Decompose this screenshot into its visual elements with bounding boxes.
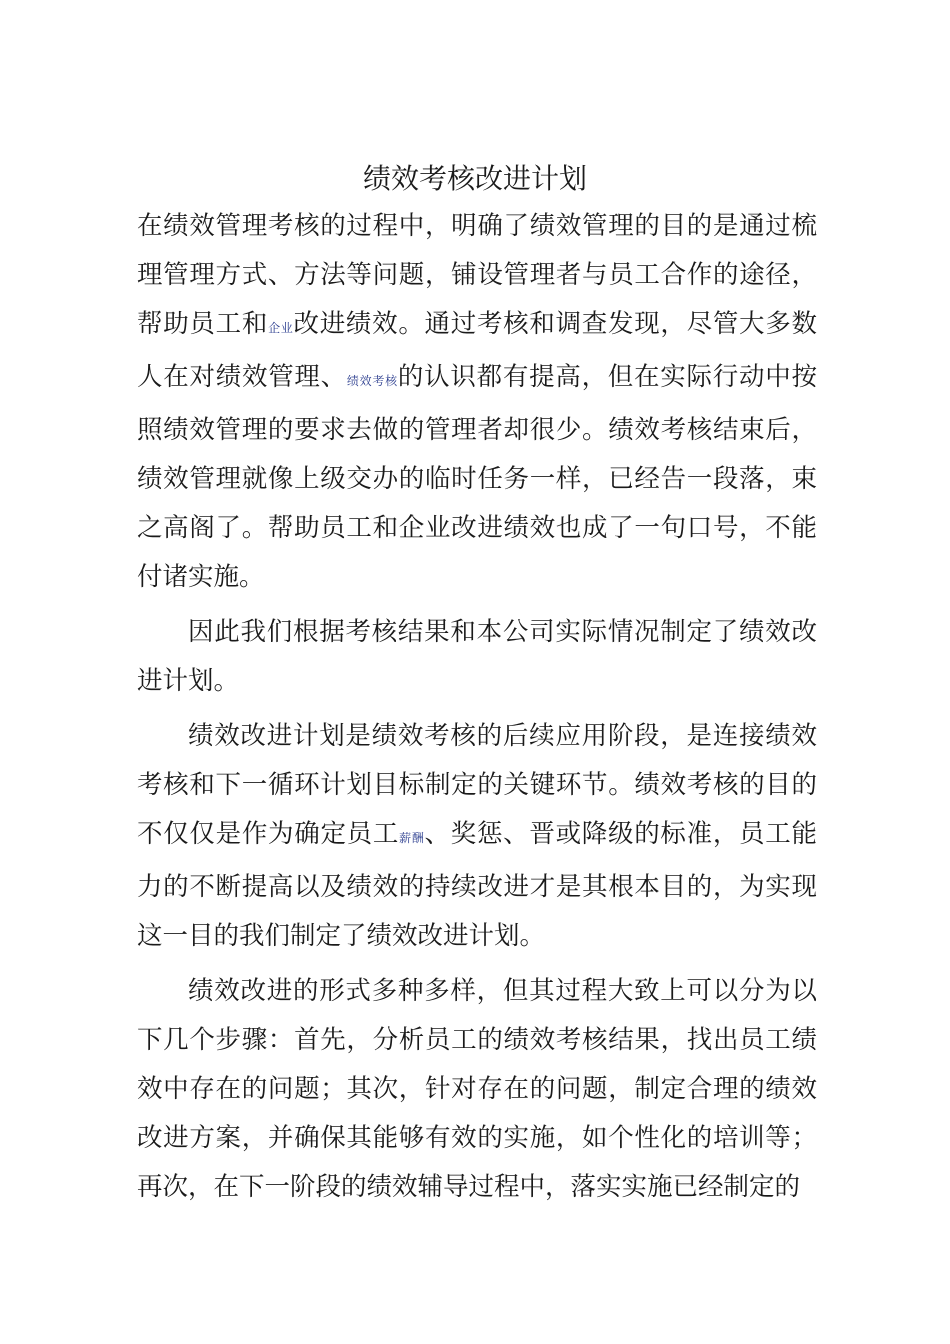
inline-keyword-link[interactable]: 绩效考核 bbox=[346, 374, 398, 388]
paragraph-text: 在绩效管理考核的过程中，明确了绩效管理的目的是通过梳理管理方式、方法等问题，铺设管理者与员工合作的途径，帮助员工和 bbox=[137, 211, 817, 339]
paragraph-text: 绩效改进的形式多种多样，但其过程大致上可以分为以下几个步骤：首先，分析员工的绩效考核结果，找出员工绩效中存在的问题；其次，针对存在的问题，制定合理的绩效改进方案，并确保其能够有效的实施，如个性化的培训等；再次，在下一阶段的绩效辅导过程中，落实实施已经制定的 bbox=[137, 976, 817, 1202]
inline-keyword-link[interactable]: 企业 bbox=[268, 321, 294, 335]
paragraph-text: 绩效改进计划是绩效考核的后续应用阶段，是连接绩效考核和下一循环计划目标制定的关键环节。绩效考核的目的不仅仅是作为确定员工 bbox=[137, 721, 817, 849]
body-paragraph bbox=[137, 202, 817, 602]
document-body bbox=[137, 202, 817, 1212]
paragraph-text: 的认识都有提高，但在实际行动中按照绩效管理的要求去做的管理者却很少。绩效考核结束后，绩效管理就像上级交办的临时任务一样，已经告一段落，束之高阁了。帮助员工和企业改进绩效也成了一句口号，不能付诸实施。 bbox=[137, 362, 817, 592]
body-paragraph bbox=[137, 967, 817, 1212]
body-paragraph bbox=[137, 608, 817, 706]
document-title: 绩效考核改进计划 bbox=[362, 162, 587, 195]
paragraph-text: 因此我们根据考核结果和本公司实际情况制定了绩效改进计划。 bbox=[137, 617, 817, 696]
inline-keyword-link[interactable]: 薪酬 bbox=[399, 831, 425, 845]
body-paragraph bbox=[137, 712, 817, 961]
paragraph-text: 、奖惩、晋或降级的标准，员工能力的不断提高以及绩效的持续改进才是其根本目的，为实现这一目的我们制定了绩效改进计划。 bbox=[137, 819, 817, 951]
paragraph-text: 改进绩效。通过考核和调查发现，尽管大多数人在对绩效管理、 bbox=[137, 309, 817, 392]
